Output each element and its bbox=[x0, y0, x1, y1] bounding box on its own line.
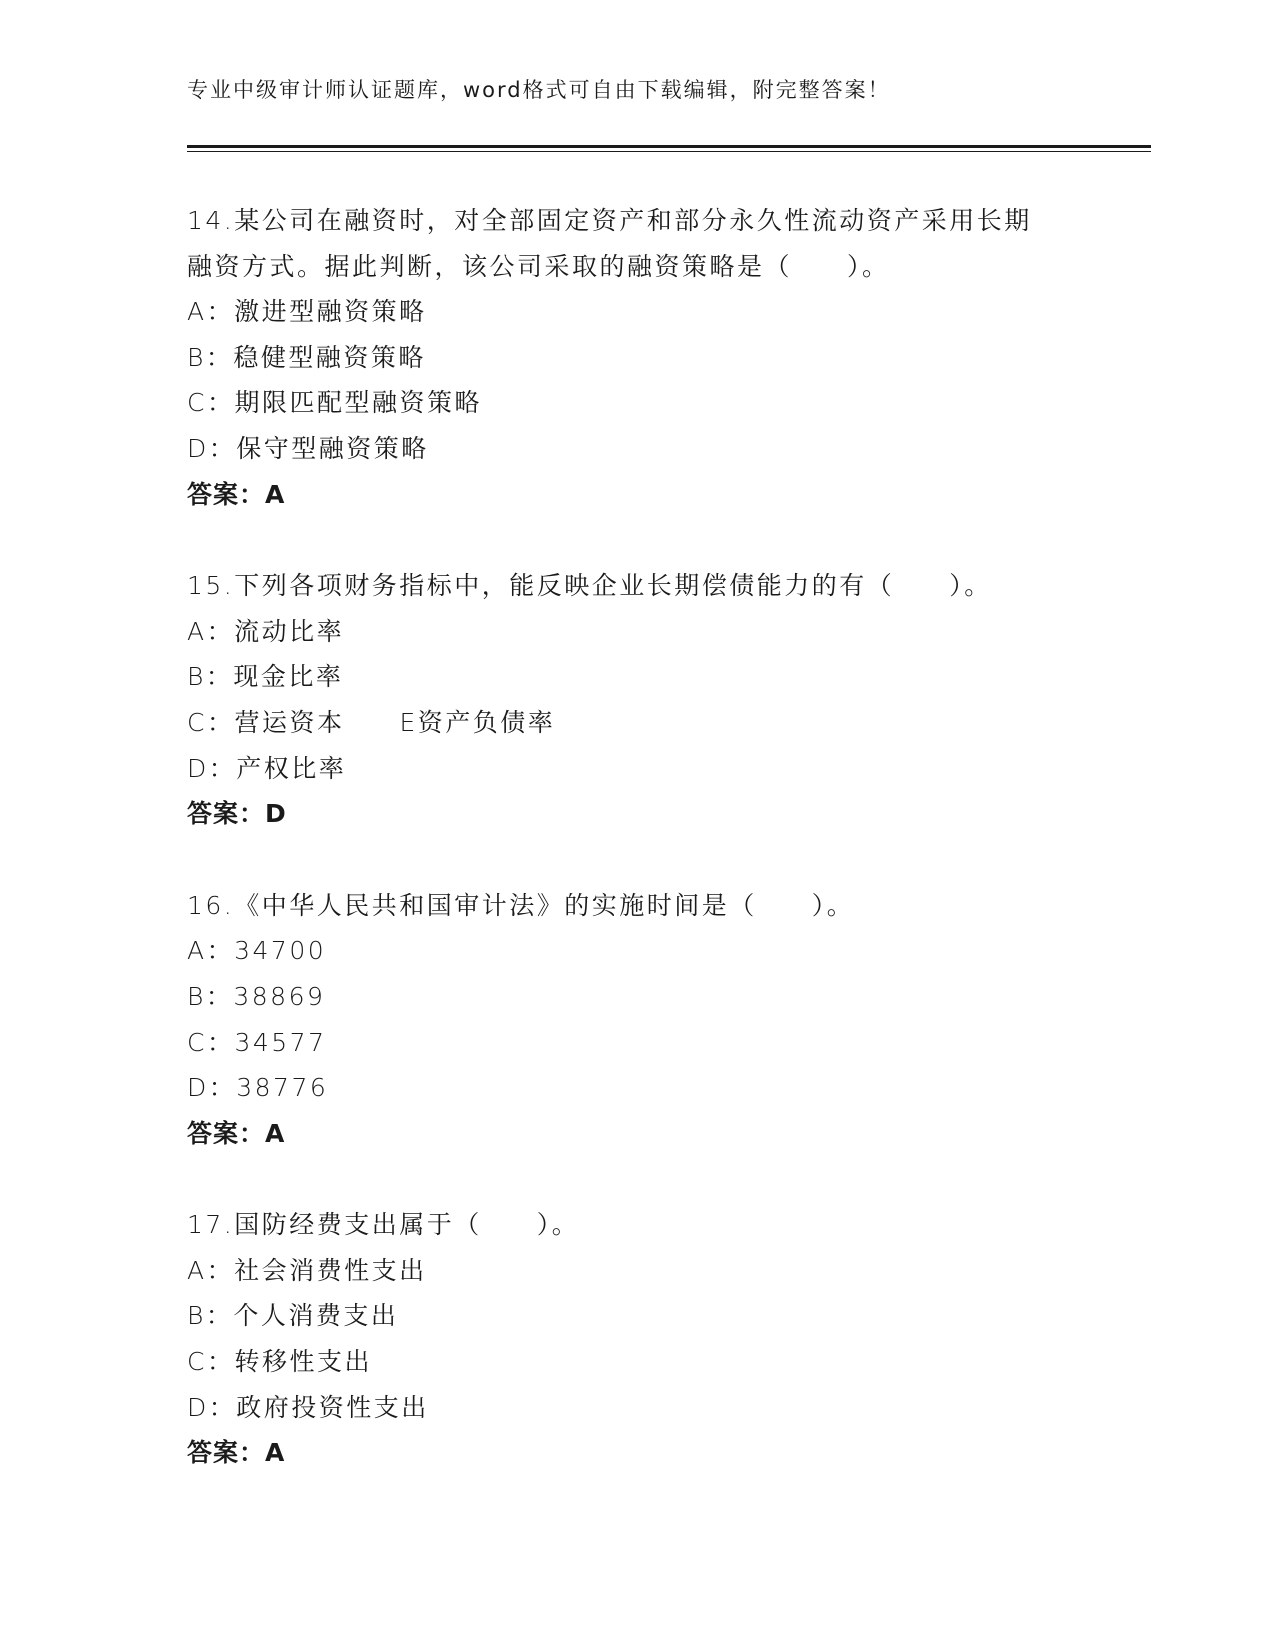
question-17 bbox=[187, 1202, 1127, 1476]
option-b: B：38869 bbox=[187, 981, 326, 1011]
option-d: D：38776 bbox=[187, 1073, 329, 1103]
question-stem: 15.下列各项财务指标中，能反映企业长期偿债能力的有（ ）。 bbox=[187, 571, 992, 601]
option-c: C：营运资本 E资产负债率 bbox=[187, 707, 556, 737]
answer: 答案：D bbox=[187, 799, 287, 829]
option-c: C：34577 bbox=[187, 1027, 327, 1057]
page-header: 专业中级审计师认证题库，word格式可自由下载编辑，附完整答案！ bbox=[187, 78, 891, 102]
option-a: A：流动比率 bbox=[187, 616, 345, 646]
option-a: A：激进型融资策略 bbox=[187, 297, 427, 327]
question-stem: 14.某公司在融资时，对全部固定资产和部分永久性流动资产采用长期 bbox=[187, 206, 1032, 235]
option-d: D：政府投资性支出 bbox=[187, 1392, 429, 1422]
question-14 bbox=[187, 198, 1127, 517]
option-c: C：期限匹配型融资策略 bbox=[187, 388, 482, 418]
option-b: B：稳健型融资策略 bbox=[187, 342, 426, 372]
option-a: A：34700 bbox=[187, 936, 327, 966]
option-a: A：社会消费性支出 bbox=[187, 1255, 427, 1285]
question-stem: 17.国防经费支出属于（ ）。 bbox=[187, 1210, 580, 1240]
answer: 答案：A bbox=[187, 479, 286, 509]
header-rule-thick bbox=[187, 145, 1151, 148]
question-stem: 融资方式。据此判断，该公司采取的融资策略是（ ）。 bbox=[187, 251, 890, 281]
question-stem: 16.《中华人民共和国审计法》的实施时间是（ ）。 bbox=[187, 890, 855, 920]
option-c: C：转移性支出 bbox=[187, 1347, 372, 1377]
option-b: B：现金比率 bbox=[187, 662, 344, 692]
option-d: D：保守型融资策略 bbox=[187, 433, 429, 463]
answer: 答案：A bbox=[187, 1118, 286, 1148]
question-15 bbox=[187, 563, 1127, 837]
question-list bbox=[187, 198, 1127, 1522]
answer: 答案：A bbox=[187, 1438, 286, 1468]
option-d: D：产权比率 bbox=[187, 753, 347, 783]
question-16 bbox=[187, 883, 1127, 1157]
option-b: B：个人消费支出 bbox=[187, 1301, 399, 1331]
header-rule-thin bbox=[187, 151, 1151, 152]
